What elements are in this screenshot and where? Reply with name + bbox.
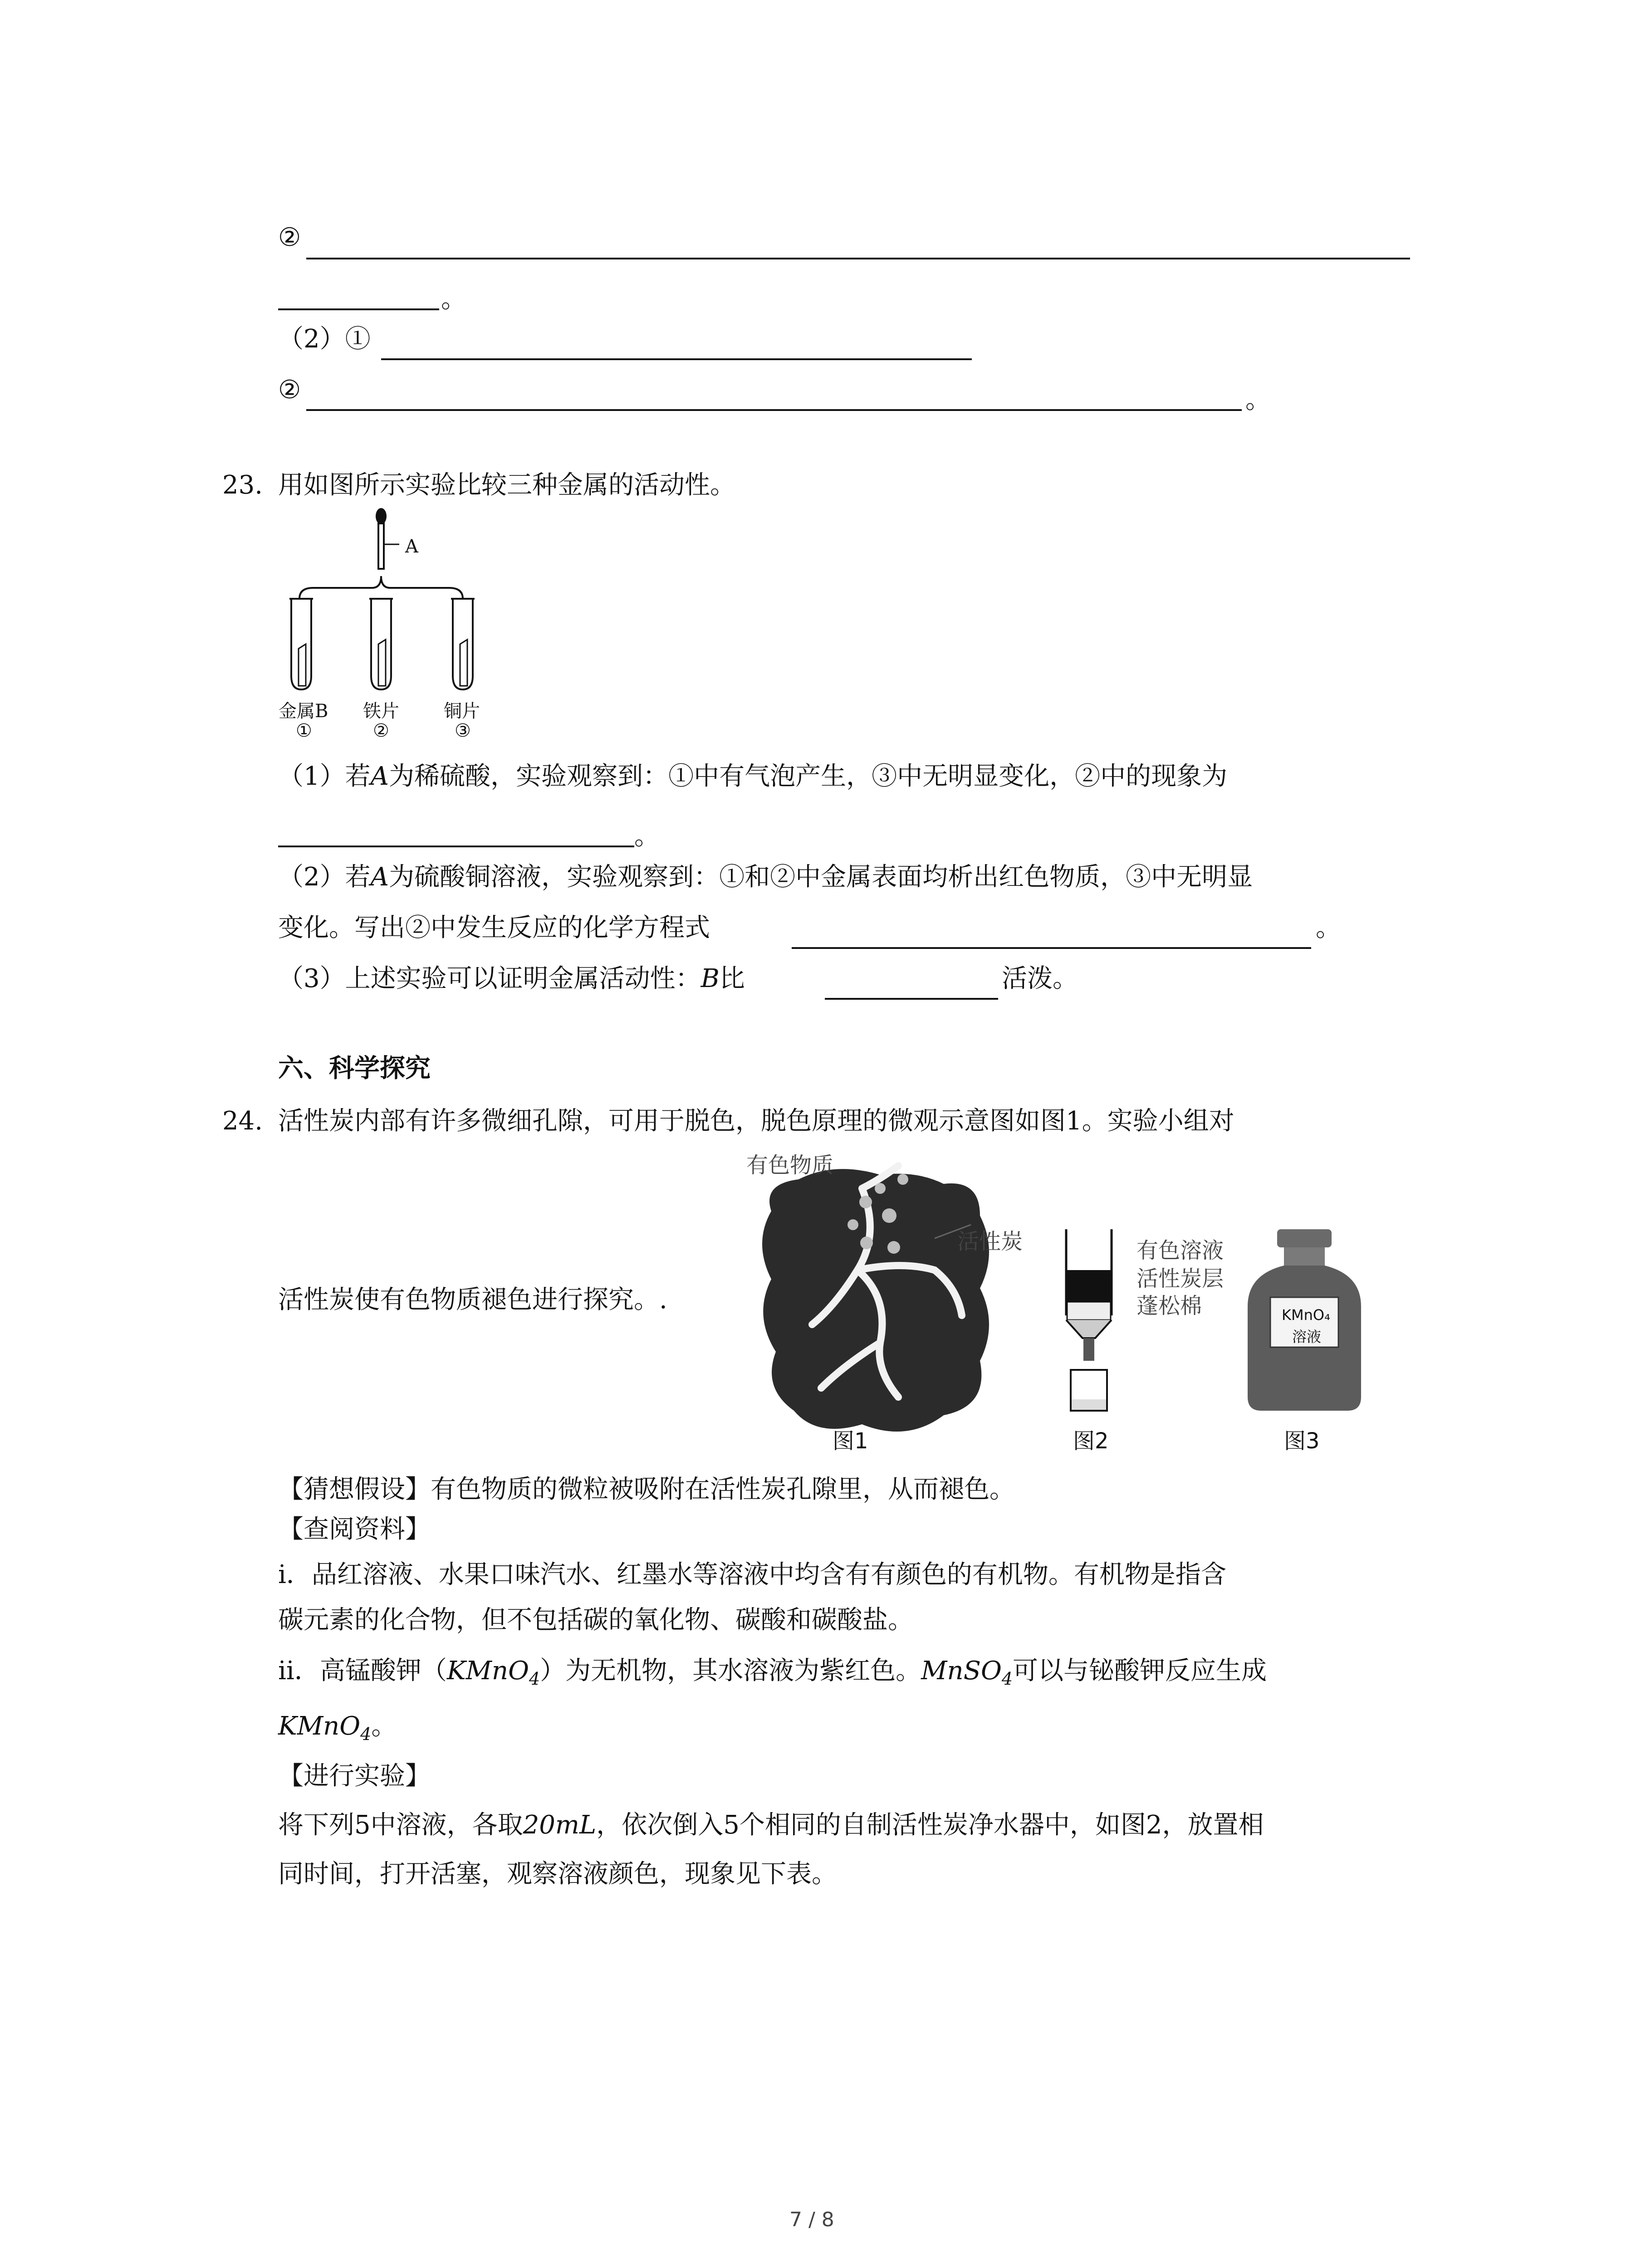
activated-carbon-label: 活性炭 (957, 1229, 1023, 1254)
colored-solution-label: 有色溶液 (1136, 1238, 1224, 1263)
reference-2-cont: KMnO$_4$。 (278, 1711, 397, 1745)
colored-particle (887, 1241, 900, 1254)
colored-substance-label: 有色物质 (746, 1153, 834, 1178)
tube-3-name: 铜片 (444, 701, 480, 722)
tube-2-number: ② (373, 720, 389, 741)
period: 。 (1316, 913, 1341, 943)
figure-3-caption: 图3 (1284, 1428, 1320, 1454)
colored-particle (882, 1208, 896, 1223)
answer-blank[interactable] (825, 998, 998, 1000)
figure-1-caption: 图1 (833, 1428, 868, 1454)
reference-1-cont: 碳元素的化合物，但不包括碳的氧化物、碳酸和碳酸盐。 (278, 1605, 913, 1635)
section-title: 六、科学探究 (278, 1054, 431, 1083)
answer-blank[interactable] (306, 258, 1410, 259)
answer-mark: ② (278, 375, 301, 405)
answer-blank[interactable] (792, 947, 1311, 949)
bottle-text-formula: KMnO₄ (1282, 1306, 1330, 1324)
question-number: 23. (222, 470, 263, 500)
bottle-stopper (1277, 1229, 1332, 1247)
colored-particle (860, 1237, 873, 1249)
sub-question-2: （2）若A为硫酸铜溶液，实验观察到：①和②中金属表面均析出红色物质，③中无明显 (278, 862, 1253, 892)
stopcock (1083, 1338, 1094, 1361)
sub-question-label: （2）① (278, 324, 371, 354)
hypothesis-text: 【猜想假设】有色物质的微粒被吸附在活性炭孔隙里，从而褪色。 (278, 1475, 1015, 1504)
answer-blank[interactable] (306, 409, 1242, 411)
tube-3-number: ③ (455, 720, 471, 741)
dropper-bulb (376, 508, 387, 524)
tube-1-name: 金属B (279, 701, 328, 722)
tube-1-number: ① (296, 720, 312, 741)
answer-blank[interactable] (381, 358, 972, 360)
cotton-layer (1067, 1302, 1111, 1320)
reference-2: ⅱ．高锰酸钾（KMnO$_4$）为无机物，其水溶液为紫红色。MnSO$_4$可以与铋酸钾反应生成 (278, 1656, 1267, 1689)
sub-question-1: （1）若A为稀硫酸，实验观察到：①中有气泡产生，③中无明显变化，②中的现象为 (278, 762, 1228, 791)
bottle-text-solution: 溶液 (1292, 1328, 1322, 1345)
figure-2-purifier (1057, 1225, 1130, 1415)
tube-2-name: 铁片 (363, 701, 399, 722)
page-number: 7 / 8 (789, 2208, 834, 2231)
reference-1: ⅰ．品红溶液、水果口味汽水、红墨水等溶液中均含有有颜色的有机物。有机物是指含 (278, 1560, 1226, 1589)
period: 。 (634, 821, 660, 851)
experiment-title: 【进行实验】 (278, 1761, 431, 1791)
question-text-cont: 活性炭使有色物质褪色进行探究。. (278, 1285, 667, 1315)
colored-particle (847, 1219, 858, 1230)
dropper-tube (378, 523, 384, 569)
purifier-illustration (1057, 1225, 1130, 1415)
sub-question-3-end: 活泼。 (1002, 964, 1078, 993)
sub-question-2-cont: 变化。写出②中发生反应的化学方程式 (278, 913, 710, 943)
cotton-label: 蓬松棉 (1136, 1293, 1202, 1319)
figure-1-activated-carbon (744, 1152, 1089, 1461)
question-number: 24. (222, 1106, 263, 1136)
colored-particle (897, 1174, 908, 1185)
figure-2-caption: 图2 (1073, 1428, 1109, 1454)
answer-blank[interactable] (278, 308, 439, 310)
period: 。 (1245, 385, 1271, 415)
experiment-text-cont: 同时间，打开活塞，观察溶液颜色，现象见下表。 (278, 1859, 837, 1889)
colored-particle (859, 1196, 872, 1208)
sub-question-3: （3）上述实验可以证明金属活动性：B比 (278, 964, 745, 993)
copper-strip (460, 640, 467, 686)
carbon-layer-label: 活性炭层 (1136, 1266, 1224, 1291)
activated-carbon-illustration (744, 1152, 1089, 1461)
colored-particle (875, 1183, 886, 1194)
carbon-layer (1067, 1270, 1111, 1302)
question-text: 用如图所示实验比较三种金属的活动性。 (278, 470, 735, 500)
experiment-text: 将下列5中溶液，各取20mL，依次倒入5个相同的自制活性炭净水器中，如图2，放置相 (278, 1810, 1264, 1840)
answer-blank[interactable] (278, 846, 634, 847)
brace (299, 576, 463, 599)
period: 。 (441, 284, 466, 314)
question-text: 活性炭内部有许多微细孔隙，可用于脱色，脱色原理的微观示意图如图1。实验小组对 (278, 1106, 1234, 1136)
dropper-label: A (405, 536, 418, 557)
metal-b-strip (299, 644, 306, 686)
references-title: 【查阅资料】 (278, 1515, 431, 1544)
iron-strip (378, 640, 386, 686)
answer-mark: ② (278, 223, 301, 252)
